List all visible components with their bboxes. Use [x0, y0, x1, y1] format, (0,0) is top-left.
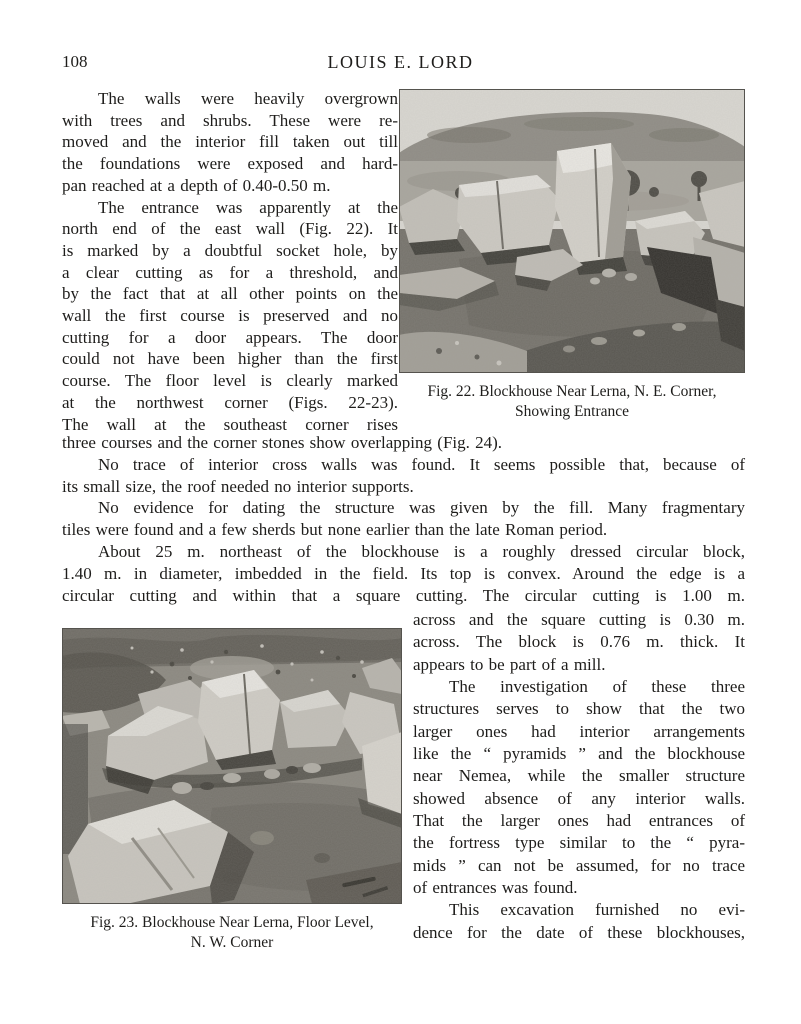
- text-line: This excavation furnished no evi-: [449, 900, 745, 920]
- text-line: The entrance was apparently at the: [98, 197, 398, 217]
- text-line: is marked by a doubtful socket hole, by: [62, 240, 398, 260]
- text-line: About 25 m. northeast of the blockhouse is a roughly dressed circular block,: [98, 541, 745, 561]
- text-line: course. The floor level is clearly marked: [62, 371, 398, 391]
- text-line: 1.40 m. in diameter, imbedded in the field. Its top is convex. Around the edge is a: [62, 563, 745, 583]
- text-line: its small size, the roof needed no interior supports.: [62, 476, 414, 496]
- figure-22-caption: [399, 382, 745, 422]
- text-line: across and the square cutting is 0.30 m.: [413, 610, 745, 629]
- running-head: LOUIS E. LORD: [327, 52, 474, 72]
- text-line: a clear cutting as for a threshold, and: [62, 262, 398, 282]
- text-line: No evidence for dating the structure was given by the fill. Many fragmentary: [98, 498, 745, 518]
- text-line: the foundations were exposed and hard-: [62, 154, 398, 174]
- figure-22-caption-line1: Fig. 22. Blockhouse Near Lerna, N. E. Corner,: [427, 383, 717, 400]
- figure-23-caption-line1: Fig. 23. Blockhouse Near Lerna, Floor Level,: [90, 914, 374, 931]
- text-line: by the fact that at all other points on the: [62, 284, 398, 304]
- text-line: moved and the interior fill taken out till: [62, 132, 398, 152]
- text-line: That the larger ones had entrances of: [413, 811, 745, 831]
- figure-23: [62, 628, 402, 953]
- figure-23-caption-line2: N. W. Corner: [190, 934, 274, 951]
- text-line: cutting for a door appears. The door: [62, 327, 398, 347]
- text-line: structures serves to show that the two: [413, 699, 745, 719]
- text-line: The wall at the southeast corner rises: [62, 414, 398, 434]
- text-line: appears to be part of a mill.: [413, 654, 606, 674]
- text-line: across. The block is 0.76 m. thick. It: [413, 632, 745, 652]
- text-line: dence for the date of these blockhouses,: [413, 922, 745, 942]
- text-line: the fortress type similar to the “ pyra-: [413, 833, 745, 853]
- text-block-full-width: [62, 432, 745, 606]
- text-line: with trees and shrubs. These were re-: [62, 110, 398, 130]
- text-line: larger ones had interior arrangements: [413, 721, 745, 741]
- text-line: pan reached at a depth of 0.40-0.50 m.: [62, 175, 331, 195]
- figure-23-photo: [62, 628, 402, 904]
- text-line: north end of the east wall (Fig. 22). It: [62, 219, 398, 239]
- text-line: mids ” can not be assumed, for no trace: [413, 855, 745, 875]
- text-line: at the northwest corner (Figs. 22-23).: [62, 392, 398, 412]
- page-number: 108: [62, 52, 88, 71]
- figure-22-caption-line2: Showing Entrance: [514, 403, 630, 420]
- text-line: tiles were found and a few sherds but none earlier than the late Roman period.: [62, 520, 608, 540]
- text-line: like the “ pyramids ” and the blockhouse: [413, 744, 745, 764]
- text-line: No trace of interior cross walls was found. It seems possible that, because of: [98, 454, 745, 474]
- figure-23-caption: [62, 913, 402, 953]
- text-line: near Nemea, while the smaller structure: [413, 766, 745, 786]
- text-line: of entrances was found.: [413, 878, 578, 898]
- figure-22-photo: [399, 89, 745, 373]
- text-column-right: [413, 609, 745, 944]
- figure-22: [399, 89, 745, 422]
- text-line: showed absence of any interior walls.: [413, 788, 745, 808]
- text-column-left: [62, 88, 398, 435]
- text-line: The walls were heavily overgrown: [98, 89, 398, 108]
- text-line: three courses and the corner stones show overlapping (Fig. 24).: [62, 433, 503, 452]
- text-line: wall the first course is preserved and no: [62, 306, 398, 326]
- text-line: circular cutting and within that a square cutting. The circular cutting is 1.00 m.: [62, 585, 745, 605]
- text-line: The investigation of these three: [449, 677, 745, 697]
- text-line: could not have been higher than the first: [62, 349, 398, 369]
